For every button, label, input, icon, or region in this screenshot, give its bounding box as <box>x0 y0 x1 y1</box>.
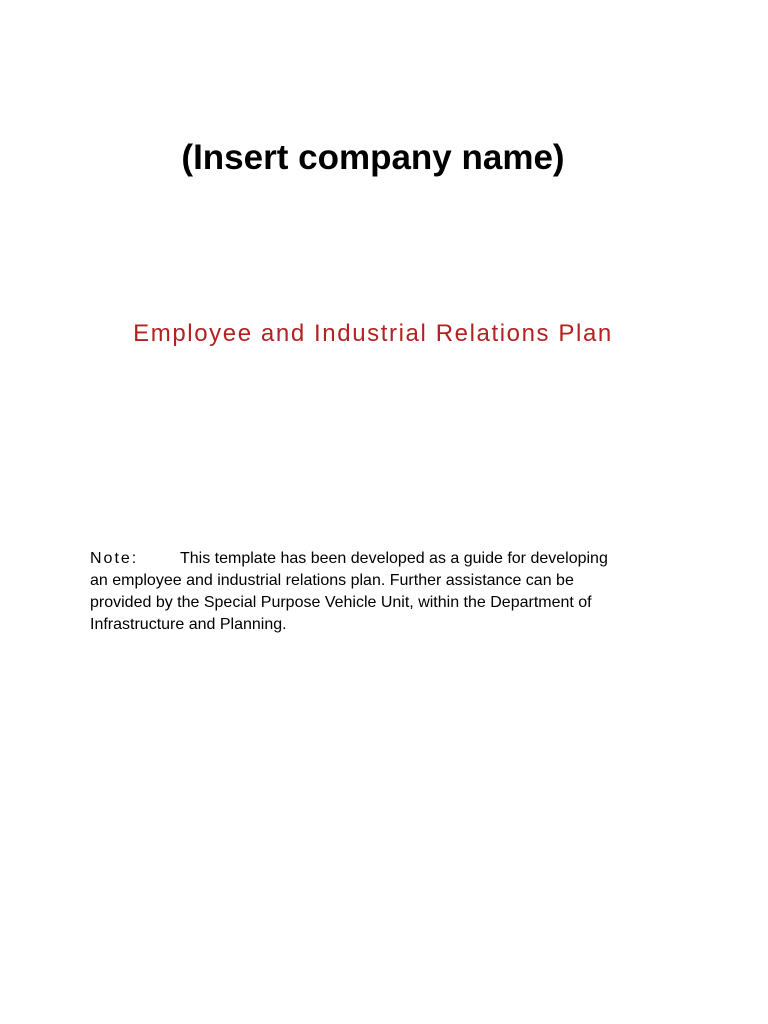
note-text-line-4: Infrastructure and Planning. <box>90 616 287 633</box>
note-label: Note: <box>90 550 139 567</box>
note-paragraph <box>90 548 670 636</box>
plan-title: Employee and Industrial Relations Plan <box>133 320 613 347</box>
note-first-line <box>90 548 670 570</box>
note-text-line-2: an employee and industrial relations plan. Further assistance can be <box>90 572 574 589</box>
company-name-title: (Insert company name) <box>181 138 565 177</box>
note-text-line-3: provided by the Special Purpose Vehicle Unit, within the Department of <box>90 594 592 611</box>
note-text-line-1: This template has been developed as a guide for developing <box>180 550 608 567</box>
